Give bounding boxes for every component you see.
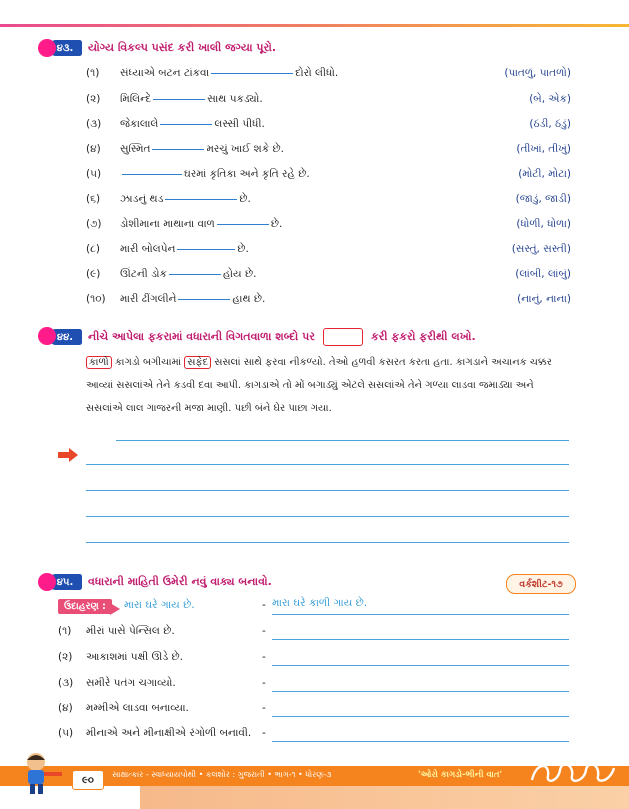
fill-blank[interactable] bbox=[217, 224, 269, 225]
paragraph-text: કાગડો બગીચામાં bbox=[115, 357, 182, 368]
row-sentence bbox=[120, 168, 310, 181]
row-sentence bbox=[120, 118, 265, 131]
sample-box bbox=[323, 328, 363, 346]
q43-row bbox=[86, 93, 571, 109]
options: (ધોળી, ધોળા) bbox=[516, 218, 571, 230]
sentence-after: સાથ પકડ્યો. bbox=[207, 93, 263, 105]
fill-blank[interactable] bbox=[160, 124, 212, 125]
sentence-before: મિલિન્દે bbox=[120, 93, 152, 105]
sentence-before: ઝાડનું થડ bbox=[120, 193, 164, 205]
q43-row bbox=[86, 118, 571, 134]
q43-row bbox=[86, 168, 571, 184]
row-number: (૭) bbox=[86, 218, 102, 230]
item-dash: - bbox=[262, 625, 266, 637]
sentence-after: છે. bbox=[270, 218, 283, 230]
sentence-after: હાથ છે. bbox=[232, 293, 266, 305]
sentence-before: સંધ્યાએ બટન ટાંકવા bbox=[120, 67, 210, 79]
options: (તીખાં, તીખું) bbox=[516, 143, 571, 155]
q45-item bbox=[58, 702, 189, 715]
item-sentence: સમીરે પતંગ ચગાવ્યો. bbox=[86, 677, 176, 689]
answer-line[interactable] bbox=[272, 716, 569, 717]
item-sentence: મીનાએ અને મીનાક્ષીએ રંગોળી બનાવી. bbox=[86, 727, 252, 739]
row-sentence bbox=[120, 143, 284, 156]
row-sentence bbox=[120, 193, 251, 206]
boxed-word: કાળો bbox=[86, 356, 112, 369]
q43-row bbox=[86, 143, 571, 159]
row-number: (૩) bbox=[86, 118, 102, 130]
sentence-before: ઊંટની ડોક bbox=[120, 268, 167, 280]
q43-header bbox=[48, 40, 276, 56]
writing-line[interactable] bbox=[86, 516, 569, 517]
q43-title: યોગ્ય વિકલ્પ પસંદ કરી ખાલી જગ્યા પૂરો. bbox=[88, 41, 277, 54]
row-number: (૧૦) bbox=[86, 293, 106, 305]
item-dash: - bbox=[262, 702, 266, 714]
answer-line[interactable] bbox=[272, 665, 569, 666]
row-number: (૨) bbox=[86, 93, 101, 105]
fill-blank[interactable] bbox=[165, 199, 237, 200]
writing-line[interactable] bbox=[86, 464, 569, 465]
row-sentence bbox=[120, 67, 338, 80]
answer-line[interactable] bbox=[272, 639, 569, 640]
writing-line[interactable] bbox=[86, 490, 569, 491]
footer-swirl-icon bbox=[528, 760, 620, 790]
item-number: (૪) bbox=[58, 702, 73, 714]
options: (મોટી, મોટા) bbox=[518, 168, 571, 180]
q45-number: ૪૫. bbox=[48, 574, 82, 590]
sentence-after: ઘરમાં કૃતિકા અને કૃતિ રહે છે. bbox=[184, 168, 310, 180]
row-sentence bbox=[120, 293, 265, 306]
item-number: (૧) bbox=[58, 625, 72, 637]
fill-blank[interactable] bbox=[177, 249, 235, 250]
fill-blank[interactable] bbox=[178, 299, 230, 300]
item-dash: - bbox=[262, 677, 266, 689]
row-sentence bbox=[120, 218, 282, 231]
q43-row bbox=[86, 193, 571, 209]
item-dash: - bbox=[262, 651, 266, 663]
fill-blank[interactable] bbox=[153, 99, 205, 100]
q43-row bbox=[86, 268, 571, 284]
sentence-before: ડોશીમાના માથાના વાળ bbox=[120, 218, 215, 230]
sentence-before: મારી બોલપેન bbox=[120, 243, 176, 255]
answer-line[interactable] bbox=[272, 741, 569, 742]
row-sentence bbox=[120, 243, 249, 256]
example-label bbox=[58, 599, 112, 614]
boxed-word: સફેદ bbox=[184, 356, 211, 369]
footer-tagline: 'ઓરો કાગડો-ભીની વાત' bbox=[418, 770, 503, 780]
item-sentence: મમ્મીએ લાડવા બનાવ્યા. bbox=[86, 702, 189, 714]
sentence-before: સુસ્મિત bbox=[120, 143, 151, 155]
writing-line[interactable] bbox=[116, 440, 569, 441]
item-number: (૨) bbox=[58, 651, 73, 663]
item-number: (૩) bbox=[58, 677, 74, 689]
fill-blank[interactable] bbox=[122, 174, 182, 175]
sentence-after: છે. bbox=[237, 243, 249, 255]
worksheet-badge bbox=[506, 574, 576, 594]
page-footer bbox=[0, 760, 629, 809]
row-number: (૪) bbox=[86, 143, 101, 155]
item-sentence: આકાશમાં પક્ષી ઊડે છે. bbox=[86, 651, 183, 663]
fill-blank[interactable] bbox=[152, 149, 204, 150]
bullet-dot-icon bbox=[38, 327, 56, 345]
q43-row bbox=[86, 67, 571, 83]
q45-header bbox=[48, 574, 272, 590]
example-sentence: મારા ઘરે ગાય છે. bbox=[124, 599, 195, 611]
q44-title-a: નીચે આપેલા ફકરામાં વધારાની વિગતવાળા શબ્દો પર bbox=[88, 330, 315, 343]
example-dash: - bbox=[262, 599, 266, 611]
sentence-after: લસ્સી પીધી. bbox=[214, 118, 265, 130]
q43-row bbox=[86, 293, 571, 309]
row-number: (૮) bbox=[86, 243, 100, 255]
q43-row bbox=[86, 243, 571, 259]
footer-series: સાક્ષાત્કાર - સ્વાધ્યાયપોથી • કલશોર : ગુજરાતી • ભાગ-૧ • ધોરણ-૩ bbox=[112, 770, 332, 779]
options: (જાડું, જાડી) bbox=[515, 193, 571, 205]
paragraph-text: સસલાં સાથે ફરવા નીકળ્યો. તેઓ હળવી કસરત કરતા હતા. કાગડાને અચાનક ચક્કર આવ્યાં સસલાંએ તેને કડવી દવા આપી. કાગડાએ તો મોં બગાડ્યું એટલે સસલાંએ તેને ગળ્યા લાડવા જમાડ્યા અને સસલાંએ લાલ ગાજરની મજા માણી. પછી બંને ઘેર પાછા ગયા. bbox=[86, 357, 552, 414]
writing-line[interactable] bbox=[86, 542, 569, 543]
fill-blank[interactable] bbox=[211, 73, 293, 74]
q43-row bbox=[86, 218, 571, 234]
q44-header bbox=[48, 328, 476, 346]
options: (બે, એક) bbox=[529, 93, 571, 105]
page-number bbox=[72, 770, 104, 790]
fill-blank[interactable] bbox=[169, 274, 221, 275]
q45-item bbox=[58, 625, 175, 638]
example-answer: મારા ઘરે કાળી ગાય છે. bbox=[272, 597, 368, 609]
options: (લાંબી, લાંબું) bbox=[515, 268, 571, 280]
bullet-dot-icon bbox=[38, 39, 56, 57]
sentence-before: મારી ઢીંગલીને bbox=[120, 293, 177, 305]
q44-number: ૪૪. bbox=[48, 329, 82, 345]
example-answer-line bbox=[272, 614, 569, 615]
row-sentence bbox=[120, 268, 256, 281]
sentence-after: મરચું ખાઈ શકે છે. bbox=[206, 143, 284, 155]
q43-number: ૪૩. bbox=[48, 40, 82, 56]
worksheet-label: વર્કશીટ-૧૭ bbox=[519, 578, 563, 590]
page-number-text: ૯૦ bbox=[82, 774, 94, 786]
row-number: (૯) bbox=[86, 268, 101, 280]
q45-item bbox=[58, 677, 176, 690]
sentence-before: જેકાલાલે bbox=[120, 118, 159, 130]
top-divider bbox=[0, 24, 629, 27]
q44-title-b: કરી ફકરો ફરીથી લખો. bbox=[370, 330, 476, 343]
answer-line[interactable] bbox=[272, 691, 569, 692]
item-sentence: મીરાં પાસે પેન્સિલ છે. bbox=[86, 625, 175, 637]
q45-title: વધારાની માહિતી ઉમેરી નવું વાક્ય બનાવો. bbox=[88, 575, 272, 588]
options: (ઠંડી, ઠંડું) bbox=[529, 118, 571, 130]
options: (સસ્તું, સસ્તી) bbox=[511, 243, 571, 255]
item-dash: - bbox=[262, 727, 266, 739]
row-number: (૬) bbox=[86, 193, 101, 205]
bullet-dot-icon bbox=[38, 573, 56, 591]
arrow-right-icon bbox=[58, 447, 78, 466]
options: (પાતળું, પાતળો) bbox=[504, 67, 571, 79]
sentence-after: છે. bbox=[239, 193, 251, 205]
kid-mascot-icon bbox=[14, 750, 70, 802]
row-number: (૧) bbox=[86, 67, 100, 79]
options: (નાનું, નાના) bbox=[517, 293, 571, 305]
sentence-after: દોરો લીધો. bbox=[295, 67, 339, 79]
row-sentence bbox=[120, 93, 263, 106]
item-number: (૫) bbox=[58, 727, 74, 739]
q45-item bbox=[58, 727, 251, 740]
q45-item bbox=[58, 651, 183, 664]
sentence-after: હોય છે. bbox=[222, 268, 257, 280]
example-arrow-icon bbox=[110, 600, 120, 619]
example-label-text: ઉદાહરણ : bbox=[64, 601, 106, 612]
row-number: (૫) bbox=[86, 168, 102, 180]
q44-paragraph bbox=[86, 351, 570, 420]
